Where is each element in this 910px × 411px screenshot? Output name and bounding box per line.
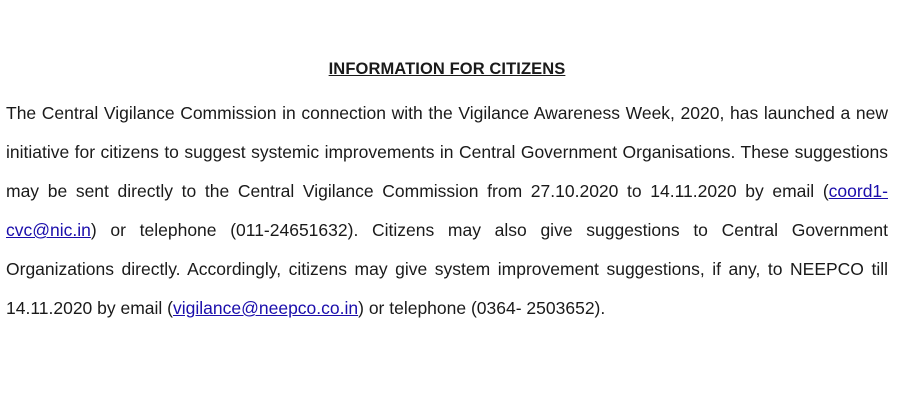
cvc-email-link[interactable]: coord1-cvc@nic.in bbox=[6, 181, 888, 240]
document-title: INFORMATION FOR CITIZENS bbox=[328, 60, 566, 78]
information-paragraph bbox=[6, 94, 888, 328]
paragraph-text-part-2: ) or telephone (011-24651632). Citizens may also give suggestions to Central Government Organizations directly. Accordingly, citizens may give system improvement suggestions, if any, to NEEPCO till 14.11.2020 by email ( bbox=[6, 220, 888, 318]
paragraph-text-part-1: The Central Vigilance Commission in connection with the Vigilance Awareness Week, 2020, has launched a new initiative for citizens to suggest systemic improvements in Central Government Organisations. These suggestions may be sent directly to the Central Vigilance Commission from 27.10.2020 to 14.11.2020 by email ( bbox=[6, 103, 888, 201]
document-body bbox=[6, 58, 888, 328]
paragraph-text-part-3: ) or telephone (0364- 2503652). bbox=[358, 298, 606, 318]
neepco-email-link[interactable]: vigilance@neepco.co.in bbox=[173, 298, 359, 318]
